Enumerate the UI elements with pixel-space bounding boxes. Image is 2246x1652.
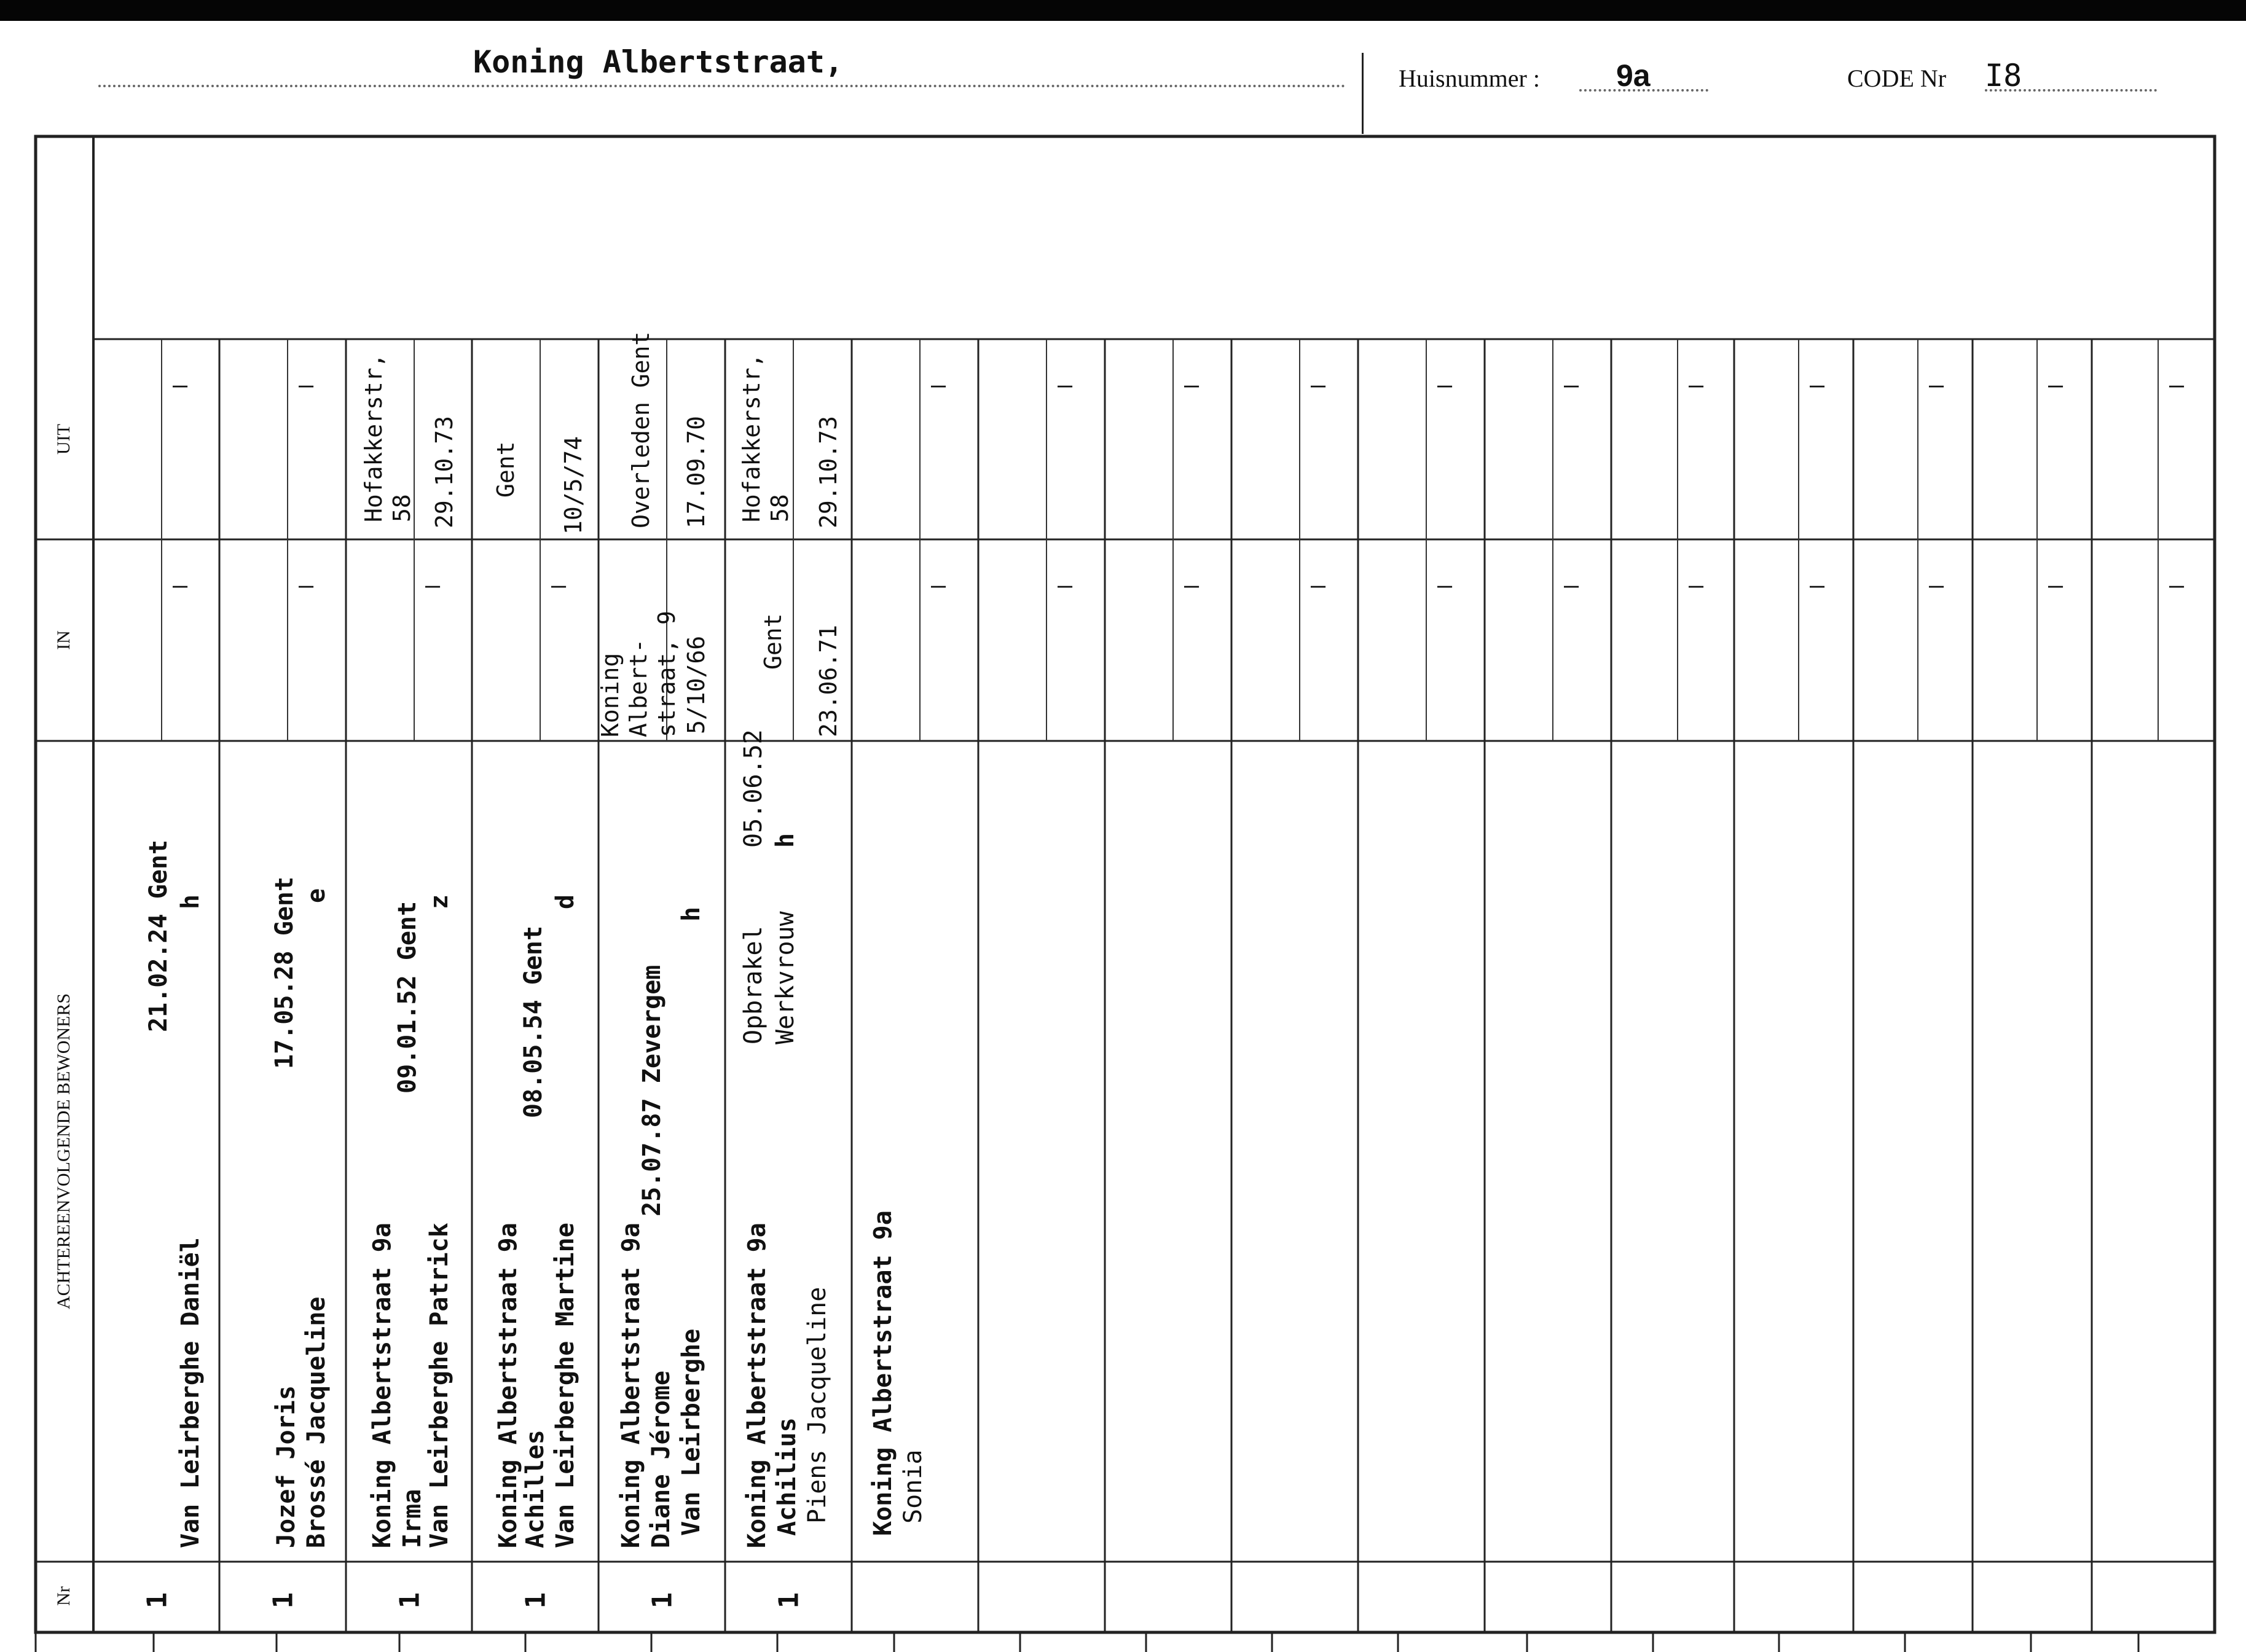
resident-given-names: Irma — [398, 1489, 426, 1548]
empty-dash: — — [551, 571, 567, 600]
empty-dash: — — [2169, 371, 2185, 399]
uit-date: 29.10.73 — [431, 415, 458, 528]
resident-relation: d — [551, 894, 579, 909]
resident-given-names: Achilius — [773, 1417, 801, 1536]
resident-relation: z — [425, 894, 454, 909]
empty-dash: — — [299, 371, 314, 399]
resident-entry — [737, 729, 1089, 1524]
code-label: CODE Nr — [1847, 65, 1947, 92]
resident-address: Koning Albertstraat 9a — [743, 1223, 771, 1548]
resident-name: Van Leirberghe — [677, 1328, 705, 1536]
empty-dash: — — [1437, 571, 1453, 600]
resident-address: Koning Albertstraat 9a — [617, 1223, 645, 1548]
resident-relation: h — [771, 832, 799, 848]
empty-dash: — — [1689, 371, 1704, 399]
empty-dash: — — [1058, 571, 1073, 600]
resident-birth: 17.05.28 Gent — [270, 876, 299, 1069]
in-place: Koning Albert- straat, 9 — [597, 611, 680, 737]
resident-birth: 25.07.87 Zevergem — [638, 965, 666, 1216]
uit-date: 10/5/74 — [560, 436, 587, 534]
resident-name: Van Leirberghe Daniël — [176, 1237, 205, 1548]
resident-address: Koning Albertstraat 9a — [494, 1223, 522, 1548]
huisnummer-value: 9a — [1616, 58, 1651, 93]
empty-dash: — — [1689, 571, 1704, 600]
resident-address: Koning Albertstraat 9a — [368, 1223, 396, 1548]
empty-dash: — — [2048, 371, 2063, 399]
empty-dash: — — [1929, 571, 1944, 600]
nr-value: 1 — [267, 1592, 299, 1609]
empty-dash: — — [2169, 571, 2185, 600]
resident-address: Koning Albertstraat 9a — [869, 1210, 897, 1536]
row-label-uit: UIT — [53, 424, 74, 455]
resident-given-names: Jozef Joris — [272, 1385, 300, 1548]
resident-name: Van Leirberghe Martine — [551, 1223, 579, 1548]
nr-value: 1 — [141, 1592, 173, 1609]
empty-dash: — — [2048, 571, 2063, 600]
empty-dash: — — [1184, 371, 1200, 399]
in-place: Gent — [760, 613, 787, 670]
empty-dash: — — [1564, 571, 1579, 600]
empty-dash: — — [1184, 571, 1200, 600]
resident-given-names: Diane Jérome — [647, 1371, 675, 1548]
empty-dash: — — [299, 571, 314, 600]
huisnummer-label: Huisnummer : — [1399, 65, 1540, 92]
uit-place: Gent — [492, 441, 519, 498]
resident-name: Piens Jacqueline — [803, 1286, 831, 1524]
resident-birth: 09.01.52 Gent — [393, 901, 422, 1094]
empty-dash: — — [173, 571, 188, 600]
uit-date: 29.10.73 — [815, 415, 842, 528]
nr-value: 1 — [773, 1592, 805, 1609]
code-value: I8 — [1985, 58, 2022, 93]
empty-dash: — — [931, 571, 946, 600]
in-date: 5/10/66 — [683, 635, 710, 734]
nr-value: 1 — [646, 1592, 678, 1609]
resident-occupation-place: Opbrakel — [739, 926, 768, 1044]
uit-place: Hofakkerstr, 58 — [738, 353, 793, 522]
resident-given-names: Sonia — [899, 1449, 927, 1524]
nr-value: 1 — [520, 1592, 552, 1609]
row-label-in: IN — [53, 630, 74, 650]
resident-relation: h — [176, 894, 205, 909]
empty-dash: — — [1564, 371, 1579, 399]
row-label-nr: Nr — [53, 1586, 74, 1606]
empty-dash: — — [1311, 571, 1326, 600]
empty-dash: — — [931, 371, 946, 399]
empty-dash: — — [1311, 371, 1326, 399]
resident-occupation: Werkvrouw — [771, 911, 799, 1044]
street-name: Koning Albertstraat, — [473, 44, 844, 80]
resident-given-names: Achilles — [521, 1430, 549, 1548]
empty-dash: — — [425, 571, 441, 600]
empty-dash: — — [1810, 571, 1825, 600]
resident-birth: 21.02.24 Gent — [144, 839, 173, 1032]
empty-dash: — — [1058, 371, 1073, 399]
resident-birth: 05.06.52 — [739, 729, 768, 848]
uit-place: Overleden Gent — [627, 331, 654, 528]
empty-dash: — — [1437, 371, 1453, 399]
empty-dash: — — [173, 371, 188, 399]
uit-date: 17.09.70 — [683, 415, 710, 528]
resident-name: Van Leirberghe Patrick — [425, 1223, 454, 1548]
row-label-bewoners: ACHTEREENVOLGENDE BEWONERS — [53, 993, 74, 1310]
nr-value: 1 — [394, 1592, 426, 1609]
resident-relation: h — [677, 906, 705, 922]
resident-relation: e — [302, 888, 331, 903]
in-date: 23.06.71 — [815, 624, 842, 737]
empty-dash: — — [1929, 371, 1944, 399]
resident-name: Brossé Jacqueline — [302, 1296, 331, 1548]
resident-birth: 08.05.54 Gent — [519, 925, 548, 1118]
uit-place: Hofakkerstr, 58 — [360, 353, 415, 522]
empty-dash: — — [1810, 371, 1825, 399]
